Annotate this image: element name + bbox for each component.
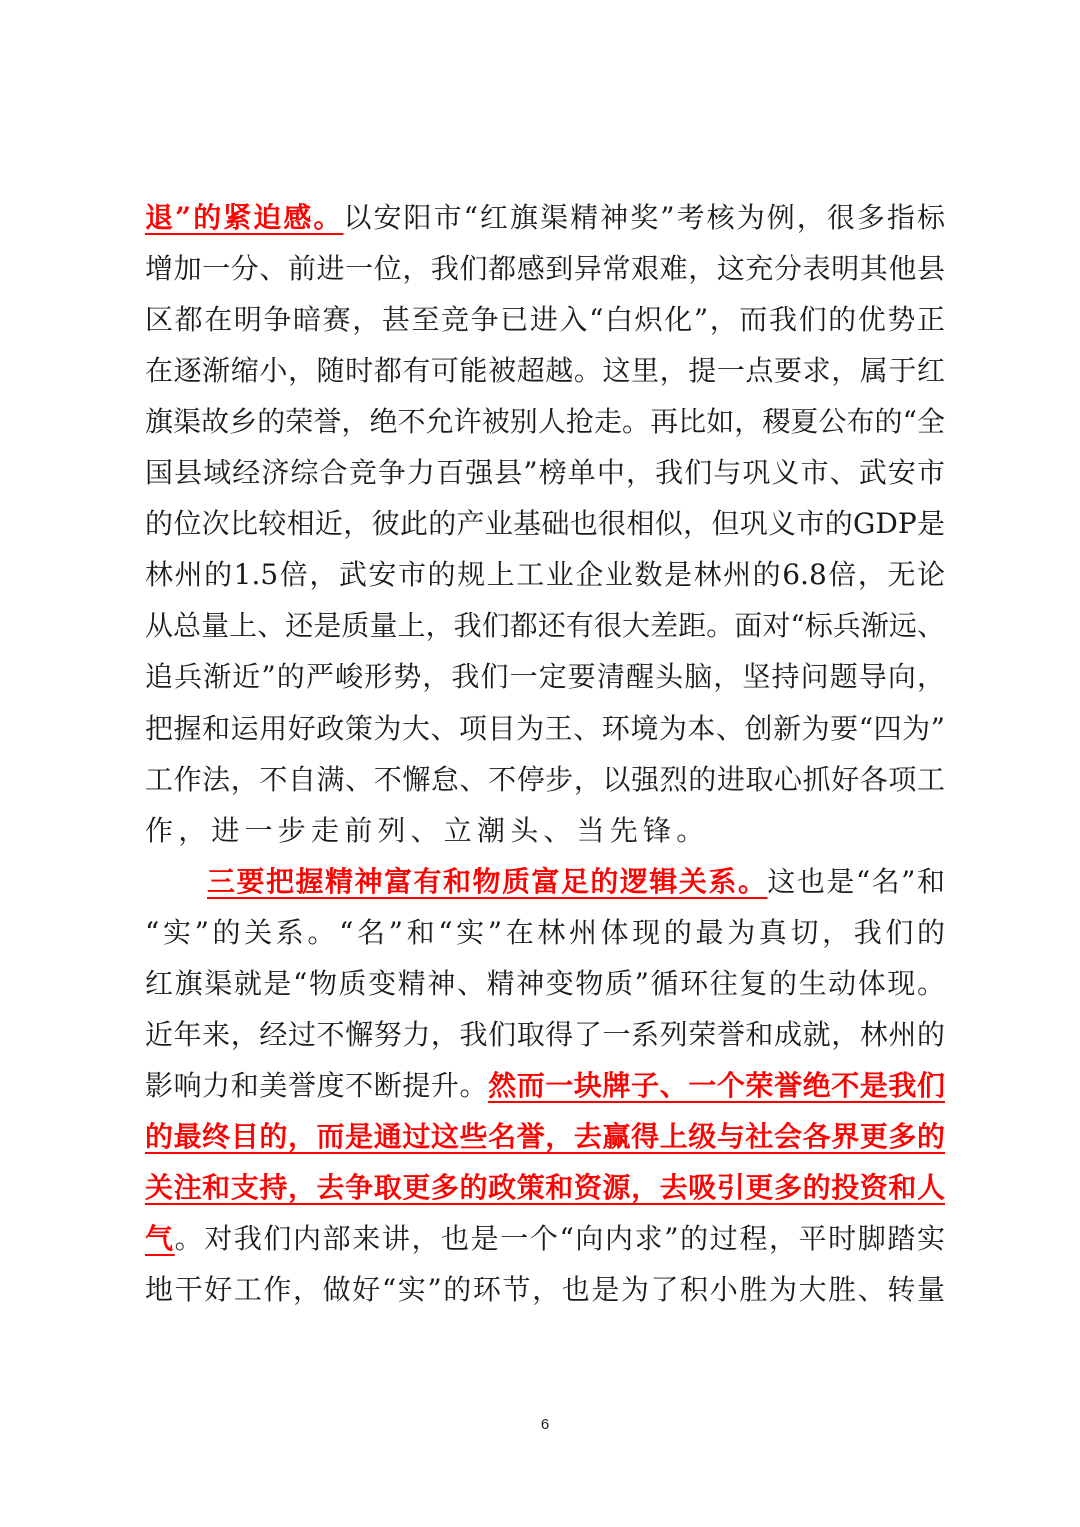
- body-text-segment: 国县域经济综合竞争力百强县”榜单中，我们与巩义市、武安市: [145, 456, 945, 490]
- body-text-segment: 作，进一步走前列、立潮头、当先锋。: [145, 813, 710, 847]
- body-text-segment: 在逐渐缩小，随时都有可能被超越。这里，提一点要求，属于红: [145, 354, 945, 388]
- body-text-segment: 增加一分、前进一位，我们都感到异常艰难，这充分表明其他县: [145, 252, 945, 286]
- paragraph-first-line: [207, 862, 945, 902]
- body-text-segment: 区都在明争暗赛，甚至竞争已进入“白炽化”，而我们的优势正: [145, 303, 945, 337]
- text-line: [145, 504, 945, 544]
- text-line: [145, 1219, 945, 1259]
- emphasized-text: 三要把握精神富有和物质富足的逻辑关系。: [207, 864, 768, 898]
- body-text-segment: 这也是“名”和: [767, 864, 945, 898]
- text-line: [145, 606, 945, 646]
- body-text-segment: 以安阳市“红旗渠精神奖”考核为例，很多指标: [343, 201, 945, 234]
- body-text-segment: 的位次比较相近，彼此的产业基础也很相似，但巩义市的GDP是: [145, 507, 945, 541]
- text-line: [145, 1066, 945, 1106]
- body-text-segment: 林州的1.5倍，武安市的规上工业企业数是林州的6.8倍，无论: [145, 558, 945, 592]
- emphasized-text: 的最终目的，而是通过这些名誉，去赢得上级与社会各界更多的: [145, 1119, 945, 1153]
- body-text-segment: 旗渠故乡的荣誉，绝不允许被别人抢走。再比如，稷夏公布的“全: [145, 405, 945, 439]
- body-text-segment: 近年来，经过不懈努力，我们取得了一系列荣誉和成就，林州的: [145, 1017, 945, 1051]
- text-line: [145, 402, 945, 442]
- emphasized-text: 退”的紧迫感。: [145, 201, 344, 234]
- text-line: [145, 1015, 945, 1055]
- body-text-segment: “实”的关系。“名”和“实”在林州体现的最为真切，我们的: [145, 915, 945, 949]
- text-line: [145, 709, 945, 749]
- emphasized-text: 关注和支持，去争取更多的政策和资源，去吸引更多的投资和人: [145, 1170, 945, 1204]
- text-line: [145, 657, 945, 697]
- body-text-segment: 工作法，不自满、不懈怠、不停步，以强烈的进取心抓好各项工: [145, 762, 945, 796]
- text-line: [145, 555, 945, 595]
- text-line: [145, 300, 945, 340]
- page-number: 6: [540, 1416, 550, 1433]
- body-text-segment: 地干好工作，做好“实”的环节，也是为了积小胜为大胜、转量: [145, 1273, 945, 1307]
- text-line: [145, 1270, 945, 1310]
- text-line: [145, 760, 945, 800]
- text-line: [145, 453, 945, 493]
- text-line: [145, 249, 945, 289]
- text-line: [145, 913, 945, 953]
- text-line: [145, 351, 945, 391]
- emphasized-text: 气: [145, 1222, 175, 1255]
- text-line: [145, 198, 945, 238]
- emphasized-text: 然而一块牌子、一个荣誉绝不是我们: [488, 1068, 945, 1102]
- text-line: [145, 1117, 945, 1157]
- text-line: [145, 811, 945, 851]
- body-text-segment: 把握和运用好政策为大、项目为王、环境为本、创新为要“四为”: [145, 711, 945, 745]
- body-text-segment: 追兵渐近”的严峻形势，我们一定要清醒头脑，坚持问题导向，: [145, 660, 945, 694]
- body-text-segment: 。对我们内部来讲，也是一个“向内求”的过程，平时脚踏实: [174, 1222, 945, 1255]
- body-text-segment: 红旗渠就是“物质变精神、精神变物质”循环往复的生动体现。: [145, 966, 945, 1000]
- body-text-segment: 影响力和美誉度不断提升。: [145, 1068, 489, 1102]
- body-text-segment: 从总量上、还是质量上，我们都还有很大差距。面对“标兵渐远、: [145, 609, 945, 643]
- text-line: [145, 1168, 945, 1208]
- text-line: [145, 964, 945, 1004]
